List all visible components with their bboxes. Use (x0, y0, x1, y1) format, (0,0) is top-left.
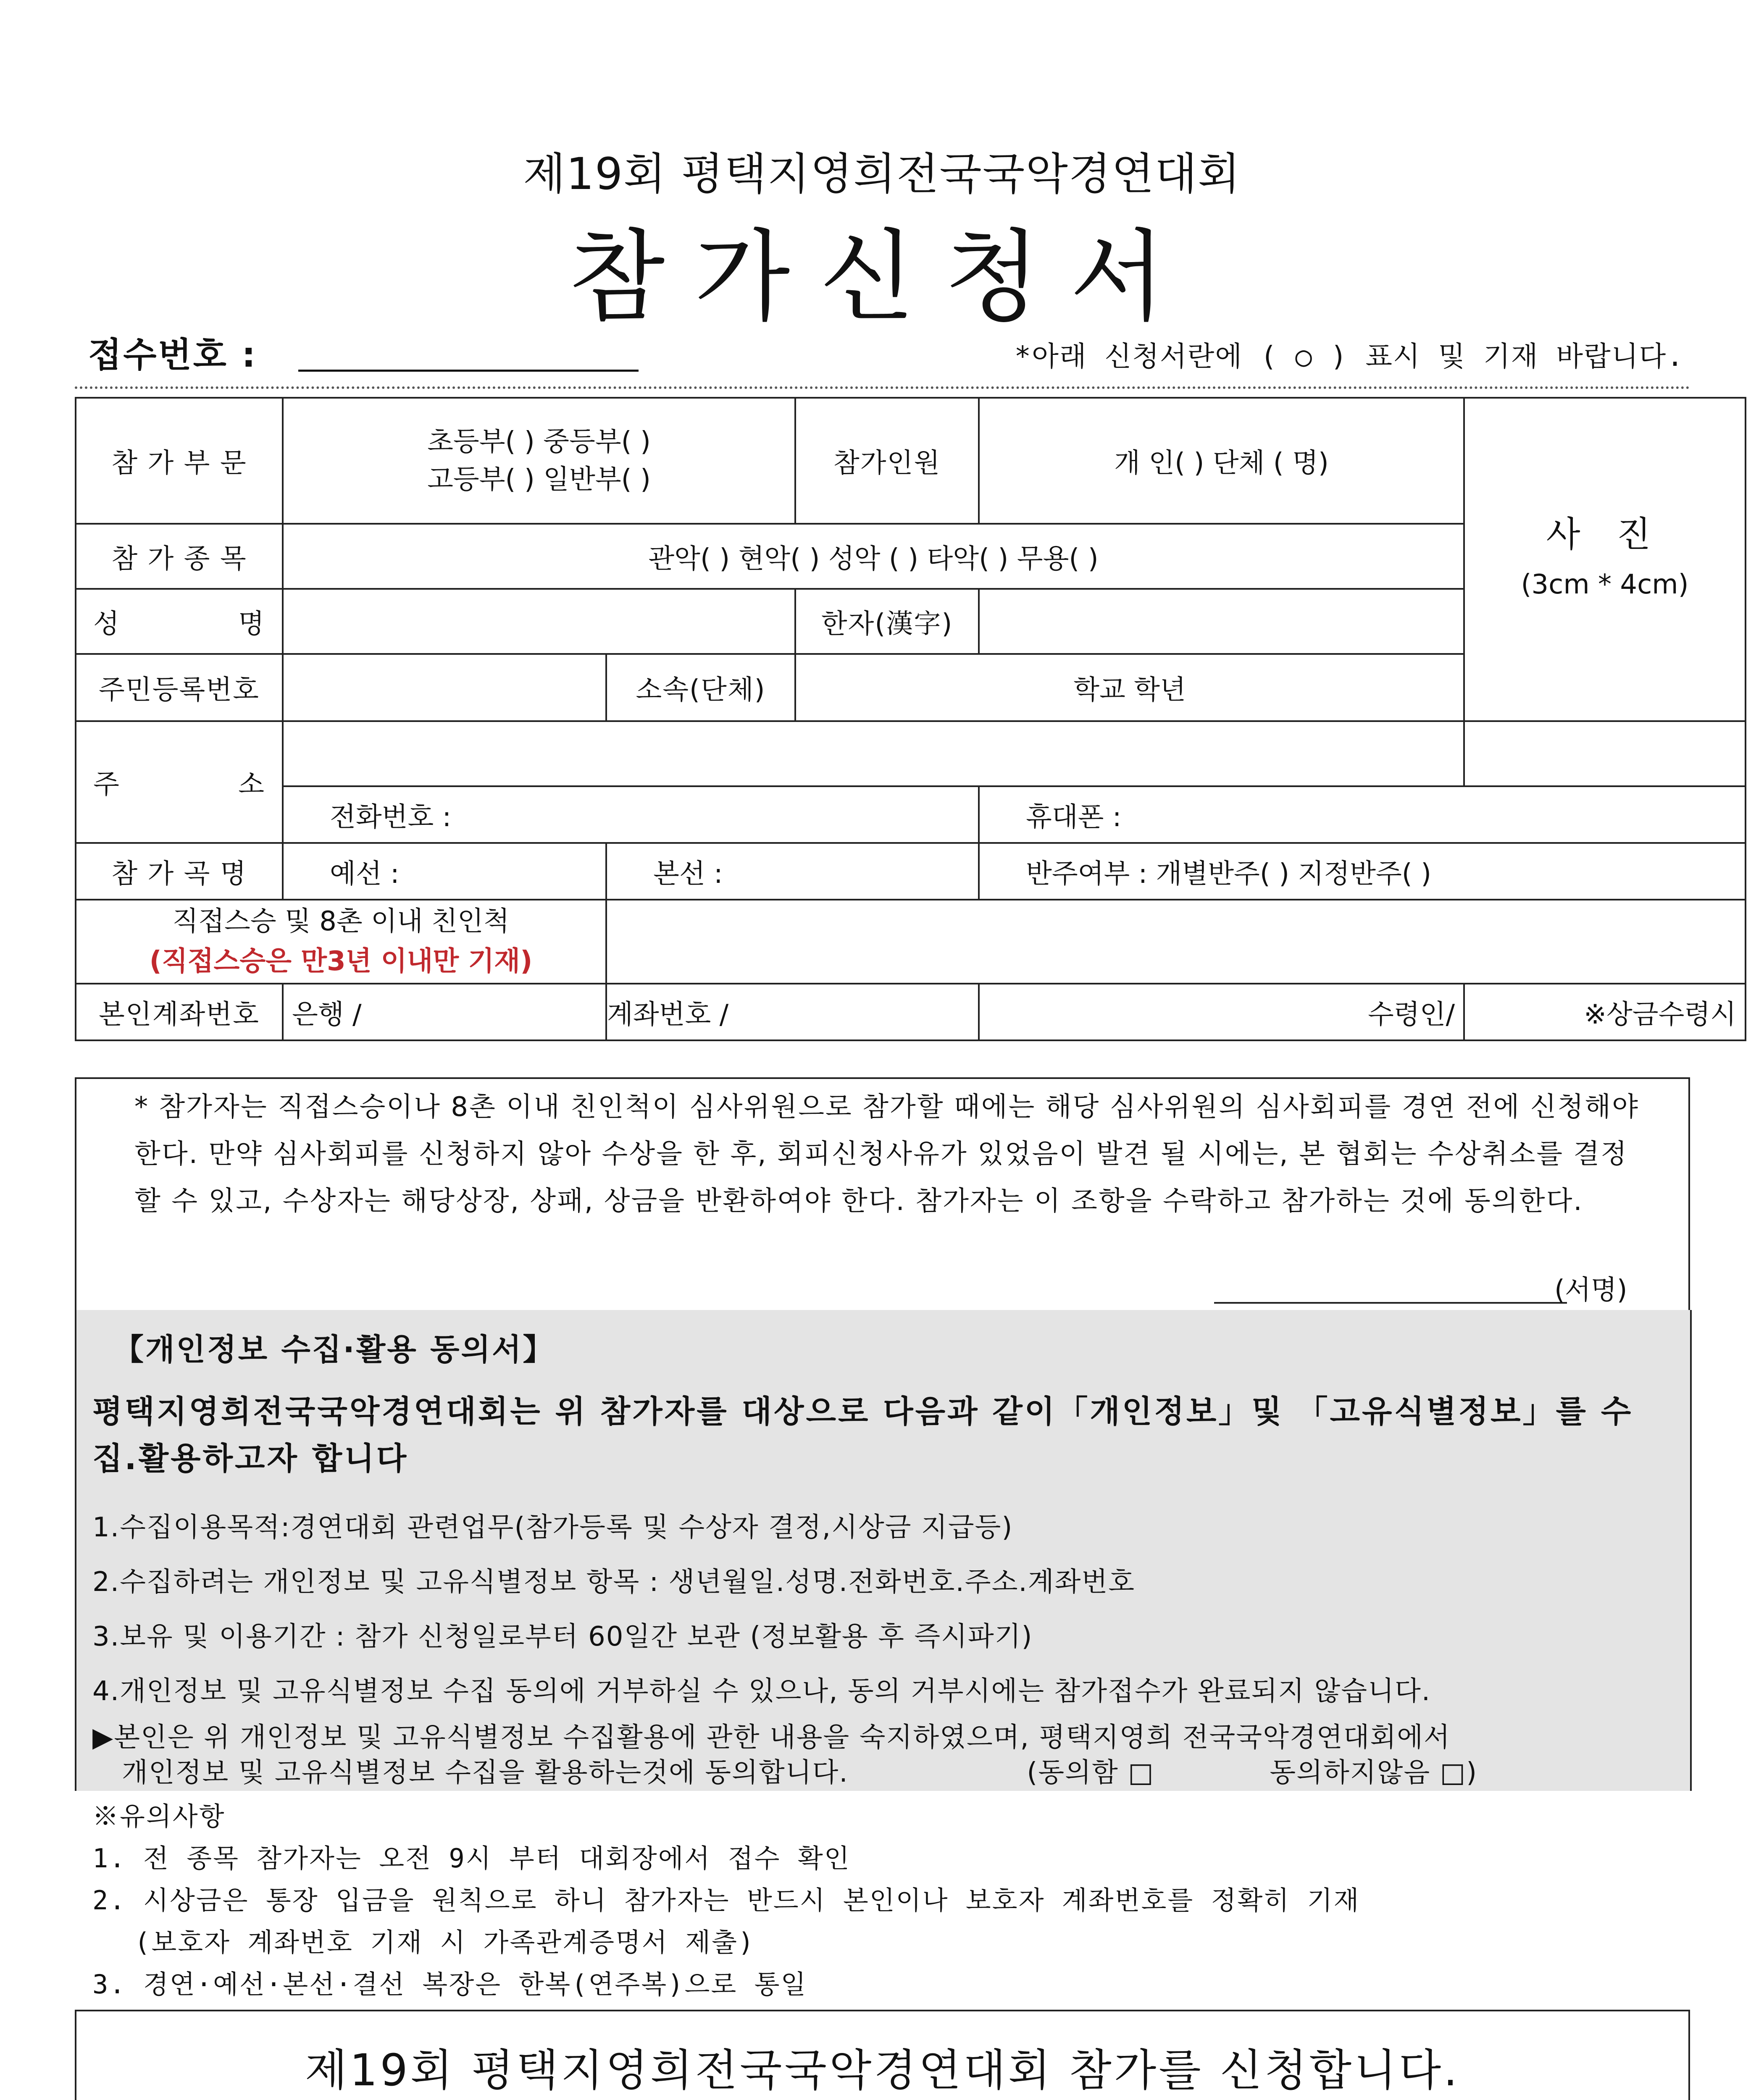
division-options[interactable] (283, 398, 795, 524)
form-title: 참가신청서 (569, 219, 1195, 335)
teacher-relative-field[interactable] (606, 900, 1746, 984)
caution-item-1: 1. 전 종목 참가자는 오전 9시 부터 대회장에서 접수 확인 (92, 1843, 851, 1874)
photo-label: 사 진 (1546, 514, 1664, 555)
prize-note: ※상금수령시 (1464, 984, 1746, 1040)
photo-box[interactable] (1464, 398, 1746, 721)
judge-consent-text: * 참가자는 직접스승이나 8촌 이내 친인척이 심사위원으로 참가할 때에는 해당 심사위원의 심사회피를 경연 전에 신청해야 한다. 만약 심사회피를 신청하지 않아 수상을 한 후, 회피신청사유가 있었음이 발견 될 시에는, 본 협회는 수상취소를 결정할 수 있고, 수상자는 해당상장, 상패, 상금을 반환하여야 한다. 참가자는 이 조항을 수락하고 참가하는 것에 동의한다. (134, 1092, 1639, 1217)
mobile-field[interactable]: 휴대폰 : (979, 786, 1746, 843)
headcount-field[interactable]: 개 인( ) 단체 ( 명) (979, 398, 1464, 524)
hanja-field[interactable] (979, 589, 1464, 654)
category-label: 참 가 종 목 (76, 524, 283, 589)
name-field[interactable] (283, 589, 795, 654)
school-grade-field[interactable]: 학교 학년 (795, 654, 1464, 721)
category-options[interactable]: 관악( ) 현악( ) 성악 ( ) 타악( ) 무용( ) (283, 524, 1464, 589)
privacy-confirm (92, 1720, 1680, 1790)
privacy-agree-checkbox[interactable]: (동의함 □ (1027, 1757, 1154, 1788)
application-form-table (75, 397, 1746, 1041)
address-label: 주 소 (76, 721, 283, 843)
privacy-intro: 평택지영희전국국악경연대회는 위 참가자를 대상으로 다음과 같이「개인정보」및 「고유식별정보」를 수집.활용하고자 합니다 (92, 1394, 1633, 1477)
privacy-title: 【개인정보 수집·활용 동의서】 (113, 1332, 555, 1367)
resident-id-field[interactable] (283, 654, 606, 721)
privacy-consent-section (75, 1310, 1692, 1791)
account-label: 본인계좌번호 (76, 984, 283, 1040)
division-label: 참 가 부 문 (76, 398, 283, 524)
division-line-1: 초등부( ) 중등부( ) (427, 426, 651, 457)
teacher-relative-label (76, 900, 606, 984)
privacy-item-1: 1.수집이용목적:경연대회 관련업무(참가등록 및 수상자 결정,시상금 지급등) (92, 1512, 1013, 1543)
teacher-label-line1: 직접스승 및 8촌 이내 친인척 (172, 906, 510, 937)
accompaniment-field[interactable]: 반주여부 : 개별반주( ) 지정반주( ) (979, 843, 1746, 900)
account-number-field[interactable]: 계좌번호 / (606, 984, 979, 1040)
photo-box-gap (1464, 721, 1746, 786)
privacy-item-3: 3.보유 및 이용기간 : 참가 신청일로부터 60일간 보관 (정보활용 후 즉시파기) (92, 1621, 1033, 1652)
receipt-number-field[interactable] (298, 370, 639, 372)
photo-size: (3cm * 4cm) (1521, 569, 1689, 600)
hanja-label: 한자(漢字) (795, 589, 979, 654)
name-label: 성 명 (76, 589, 283, 654)
privacy-confirm-line1: ▶본인은 위 개인정보 및 고유식별정보 수집활용에 관한 내용을 숙지하였으며, 평택지영희 전국국악경연대회에서 (92, 1722, 1451, 1753)
contest-subtitle: 제19회 평택지영희전국국악경연대회 (523, 148, 1241, 200)
caution-item-2-note: (보호자 계좌번호 기재 시 가족관계증명서 제출) (134, 1927, 755, 1958)
receiver-field[interactable]: 수령인/ (979, 984, 1464, 1040)
privacy-disagree-checkbox[interactable]: 동의하지않음 □) (1270, 1757, 1478, 1788)
caution-item-3: 3. 경연·예선·본선·결선 복장은 한복(연주복)으로 통일 (92, 1969, 807, 2000)
header-divider (75, 386, 1690, 389)
form-notice: *아래 신청서란에 ( ○ ) 표시 및 기재 바랍니다. (1014, 340, 1684, 373)
privacy-item-4: 4.개인정보 및 고유식별정보 수집 동의에 거부하실 수 있으나, 동의 거부시에는 참가접수가 완료되지 않습니다. (92, 1676, 1431, 1707)
privacy-confirm-line2-row (92, 1755, 1680, 1790)
prelim-piece-field[interactable]: 예선 : (283, 843, 606, 900)
caution-title: ※유의사항 (92, 1801, 226, 1832)
address-field[interactable] (283, 721, 1464, 786)
consent-signature-label: (서명) (1554, 1275, 1627, 1306)
consent-signature-line[interactable] (1214, 1302, 1567, 1304)
bank-field[interactable]: 은행 / (283, 984, 606, 1040)
headcount-label: 참가인원 (795, 398, 979, 524)
final-piece-field[interactable]: 본선 : (606, 843, 979, 900)
resident-id-label: 주민등록번호 (76, 654, 283, 721)
teacher-label-line2: (직접스승은 만3년 이내만 기재) (149, 946, 533, 977)
receipt-number-label: 접수번호 : (88, 335, 258, 375)
phone-field[interactable]: 전화번호 : (283, 786, 979, 843)
caution-item-2: 2. 시상금은 통장 입금을 원칙으로 하니 참가자는 반드시 본인이나 보호자 계좌번호를 정확히 기재 (92, 1885, 1360, 1916)
privacy-confirm-line2: 개인정보 및 고유식별정보 수집을 활용하는것에 동의합니다. (122, 1757, 849, 1788)
affiliation-label: 소속(단체) (606, 654, 795, 721)
piece-label: 참 가 곡 명 (76, 843, 283, 900)
division-line-2: 고등부( ) 일반부( ) (427, 464, 651, 495)
privacy-item-2: 2.수집하려는 개인정보 및 고유식별정보 항목 : 생년월일.성명.전화번호.주소.계좌번호 (92, 1567, 1136, 1598)
application-statement: 제19회 평택지영희전국국악경연대회 참가를 신청합니다. (305, 2045, 1460, 2096)
